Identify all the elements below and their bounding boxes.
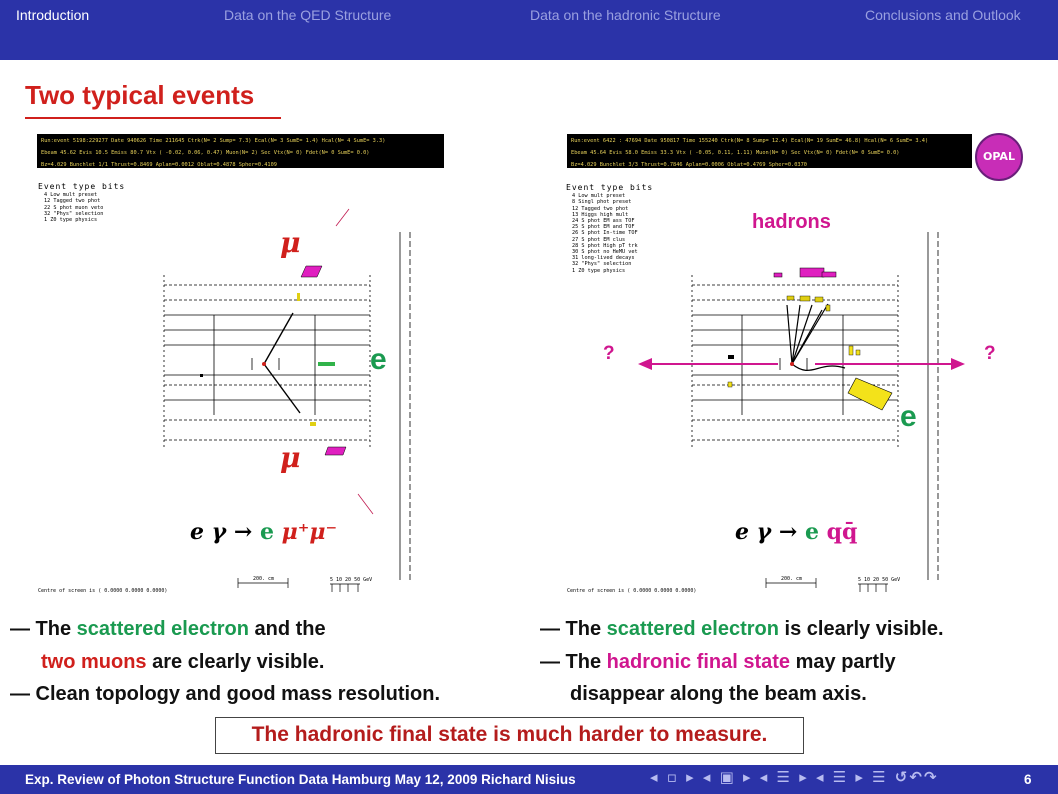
- highlight-electron: scattered electron: [606, 618, 779, 640]
- left-bullet-1-cont: [10, 646, 440, 679]
- highlight-muons: two muons: [41, 650, 147, 673]
- left-header-line-2: Ebeam 45.62 Evis 10.5 Emiss 80.7 Vtx ( -0.02, 0.06, 0.47) Muon(N= 2) Sec Vtx(N= 0) Fdet(N= 0 SumE= 0.0): [41, 150, 370, 156]
- hadrons-label: hadrons: [752, 211, 831, 233]
- right-header-line-1: Run:event 6422 : 47694 Date 950817 Time 155240 Ctrk(N= 8 Sump= 12.4) Ecal(N= 19 SumE= 46.8) Hcal(N= 6 SumE= 3.4): [571, 138, 929, 144]
- hadron-cluster: [822, 272, 836, 277]
- hit: [200, 374, 203, 377]
- nav-hadronic-structure[interactable]: Data on the hadronic Structure: [530, 7, 721, 23]
- ecal-hit: [310, 422, 316, 426]
- left-vertex: [262, 362, 266, 366]
- left-bullet-1: [10, 613, 440, 646]
- nav-qed-structure[interactable]: Data on the QED Structure: [224, 7, 392, 23]
- footer-bar: [0, 765, 1058, 794]
- right-bit: 32 "Phys" selection: [572, 261, 632, 268]
- formula-arrow: →: [233, 519, 253, 545]
- electron-cluster: [848, 378, 892, 410]
- ecal-hit: [849, 346, 853, 355]
- right-centre-readout: Centre of screen is ( 0.0000 0.0000 0.0000): [567, 588, 697, 594]
- text: are clearly visible.: [146, 650, 325, 673]
- right-header-line-2: Ebeam 45.64 Evis 58.0 Emiss 33.3 Vtx ( -0.05, 0.11, 1.11) Muon(N= 0) Sec Vtx(N= 0) Fdet(N= 0 SumE= 0.0): [571, 150, 900, 156]
- left-bit: 22 S phot muon veto: [44, 204, 104, 211]
- right-header-line-3: Bz=4.029 Bunchlet 3/3 Thrust=0.7846 Aplan=0.0006 Oblat=0.4769 Spher=0.0370: [571, 162, 807, 168]
- ecal-hit: [815, 297, 823, 302]
- text: and the: [248, 618, 326, 640]
- hadron-cluster: [800, 268, 824, 277]
- right-scale-cm: 200. cm: [781, 576, 803, 582]
- slide-title: Two typical events: [25, 80, 255, 110]
- left-centre-readout: Centre of screen is ( 0.0000 0.0000 0.0000): [38, 588, 168, 594]
- left-scale-gev: 5 10 20 50 GeV: [330, 577, 373, 583]
- right-bit: 30 S phot no HeMU vet: [572, 249, 638, 256]
- formula-gamma: γ: [211, 519, 227, 545]
- right-bit: 4 Low mult preset: [572, 193, 626, 200]
- ecal-hit: [787, 296, 794, 300]
- right-vertex: [790, 362, 794, 366]
- muon-hit: [301, 266, 322, 277]
- right-bit: 1 Z0 type physics: [572, 267, 626, 274]
- right-scale-gev: 5 10 20 50 GeV: [858, 577, 901, 583]
- muon-label-top: μ: [280, 226, 301, 259]
- formula-arrow: →: [778, 519, 798, 545]
- conclusion-box: The hadronic final state is much harder to measure.: [215, 717, 804, 754]
- text: — The: [10, 618, 77, 640]
- nav-conclusions[interactable]: Conclusions and Outlook: [865, 7, 1021, 23]
- left-bullets: [10, 613, 440, 711]
- formula-muons: μ⁺μ⁻: [281, 519, 338, 545]
- muon-hit: [325, 447, 346, 455]
- electron-label-left: e: [370, 343, 387, 376]
- electron-cluster: [318, 362, 335, 366]
- right-bit: 25 S phot EM and TOF: [572, 224, 635, 231]
- left-scale-cm: 200. cm: [253, 576, 275, 582]
- ecal-hit: [800, 296, 810, 301]
- left-bit: 1 Z0 type physics: [44, 217, 98, 224]
- right-event-header: [567, 134, 972, 168]
- text: is clearly visible.: [778, 618, 944, 640]
- left-bit: 4 Low mult preset: [44, 192, 98, 199]
- left-bullet-2: — Clean topology and good mass resolution.: [10, 683, 441, 705]
- right-bit: 8 Singl phot preset: [572, 199, 632, 206]
- right-bit: 26 S phot In-time TOF: [572, 230, 638, 237]
- hadron-cluster: [774, 273, 782, 277]
- nav-introduction[interactable]: Introduction: [16, 7, 90, 23]
- right-bullet-2-cont: disappear along the beam axis.: [570, 683, 867, 705]
- opal-logo: OPAL: [975, 133, 1023, 181]
- formula-quarks: qq̄: [826, 519, 858, 545]
- right-bit: 28 S phot High pT trk: [572, 242, 638, 249]
- question-mark-right: ?: [984, 343, 996, 364]
- hit: [728, 355, 734, 359]
- ecal-hit: [728, 382, 732, 387]
- text: may partly: [790, 650, 896, 673]
- right-bits-title: Event type bits: [566, 183, 654, 192]
- muon-label-bottom: μ: [280, 441, 301, 474]
- left-bits-title: Event type bits: [38, 182, 126, 191]
- right-bullet-1: [540, 613, 944, 646]
- footer-text: Exp. Review of Photon Structure Function Data Hamburg May 12, 2009 Richard Nisius: [25, 772, 576, 787]
- right-event-type-bits: [566, 185, 653, 274]
- right-bullets: [540, 613, 944, 711]
- ecal-hit: [826, 305, 830, 311]
- formula-gamma: γ: [756, 519, 772, 545]
- formula-e-out: e: [804, 519, 819, 545]
- beamer-navigation-icons[interactable]: ◂ ▫ ▸ ◂ ▣ ▸ ◂ ☰ ▸ ◂ ☰ ▸ ☰ ↺↶↷: [650, 768, 939, 786]
- page-number: 6: [1024, 772, 1032, 787]
- text: — The: [540, 618, 607, 640]
- highlight-electron: scattered electron: [76, 618, 249, 640]
- right-bullet-2: [540, 646, 944, 679]
- text: — The: [540, 650, 607, 673]
- question-mark-left: ?: [603, 343, 615, 364]
- left-bit: 12 Tagged two phot: [44, 198, 101, 205]
- formula-e: e: [190, 519, 204, 545]
- right-bit: 13 Higgs high mult: [572, 211, 629, 218]
- formula-e: e: [735, 519, 749, 545]
- electron-label-right: e: [900, 400, 917, 433]
- right-bit: 24 S phot EM ass TOF: [572, 218, 635, 225]
- left-formula: [190, 519, 337, 545]
- ecal-hit: [856, 350, 860, 355]
- ecal-hit: [297, 293, 300, 301]
- right-bit: 31 long-lived decays: [572, 255, 635, 262]
- left-header-line-1: Run:event 5198:229277 Date 940626 Time 211645 Ctrk(N= 2 Sump= 7.3) Ecal(N= 3 SumE= 1.4) Hcal(N= 4 SumE= 3.3): [41, 138, 386, 144]
- formula-e-out: e: [259, 519, 274, 545]
- right-bit: 27 S phot EM clus: [572, 236, 626, 243]
- right-formula: [735, 519, 857, 545]
- right-bit: 12 Tagged two phot: [572, 205, 629, 212]
- left-header-line-3: Bz=4.029 Bunchlet 1/1 Thrust=0.8469 Aplan=0.0012 Oblat=0.4878 Spher=0.4109: [41, 162, 277, 168]
- left-bit: 32 "Phys" selection: [44, 210, 104, 217]
- highlight-hadronic: hadronic final state: [606, 650, 791, 673]
